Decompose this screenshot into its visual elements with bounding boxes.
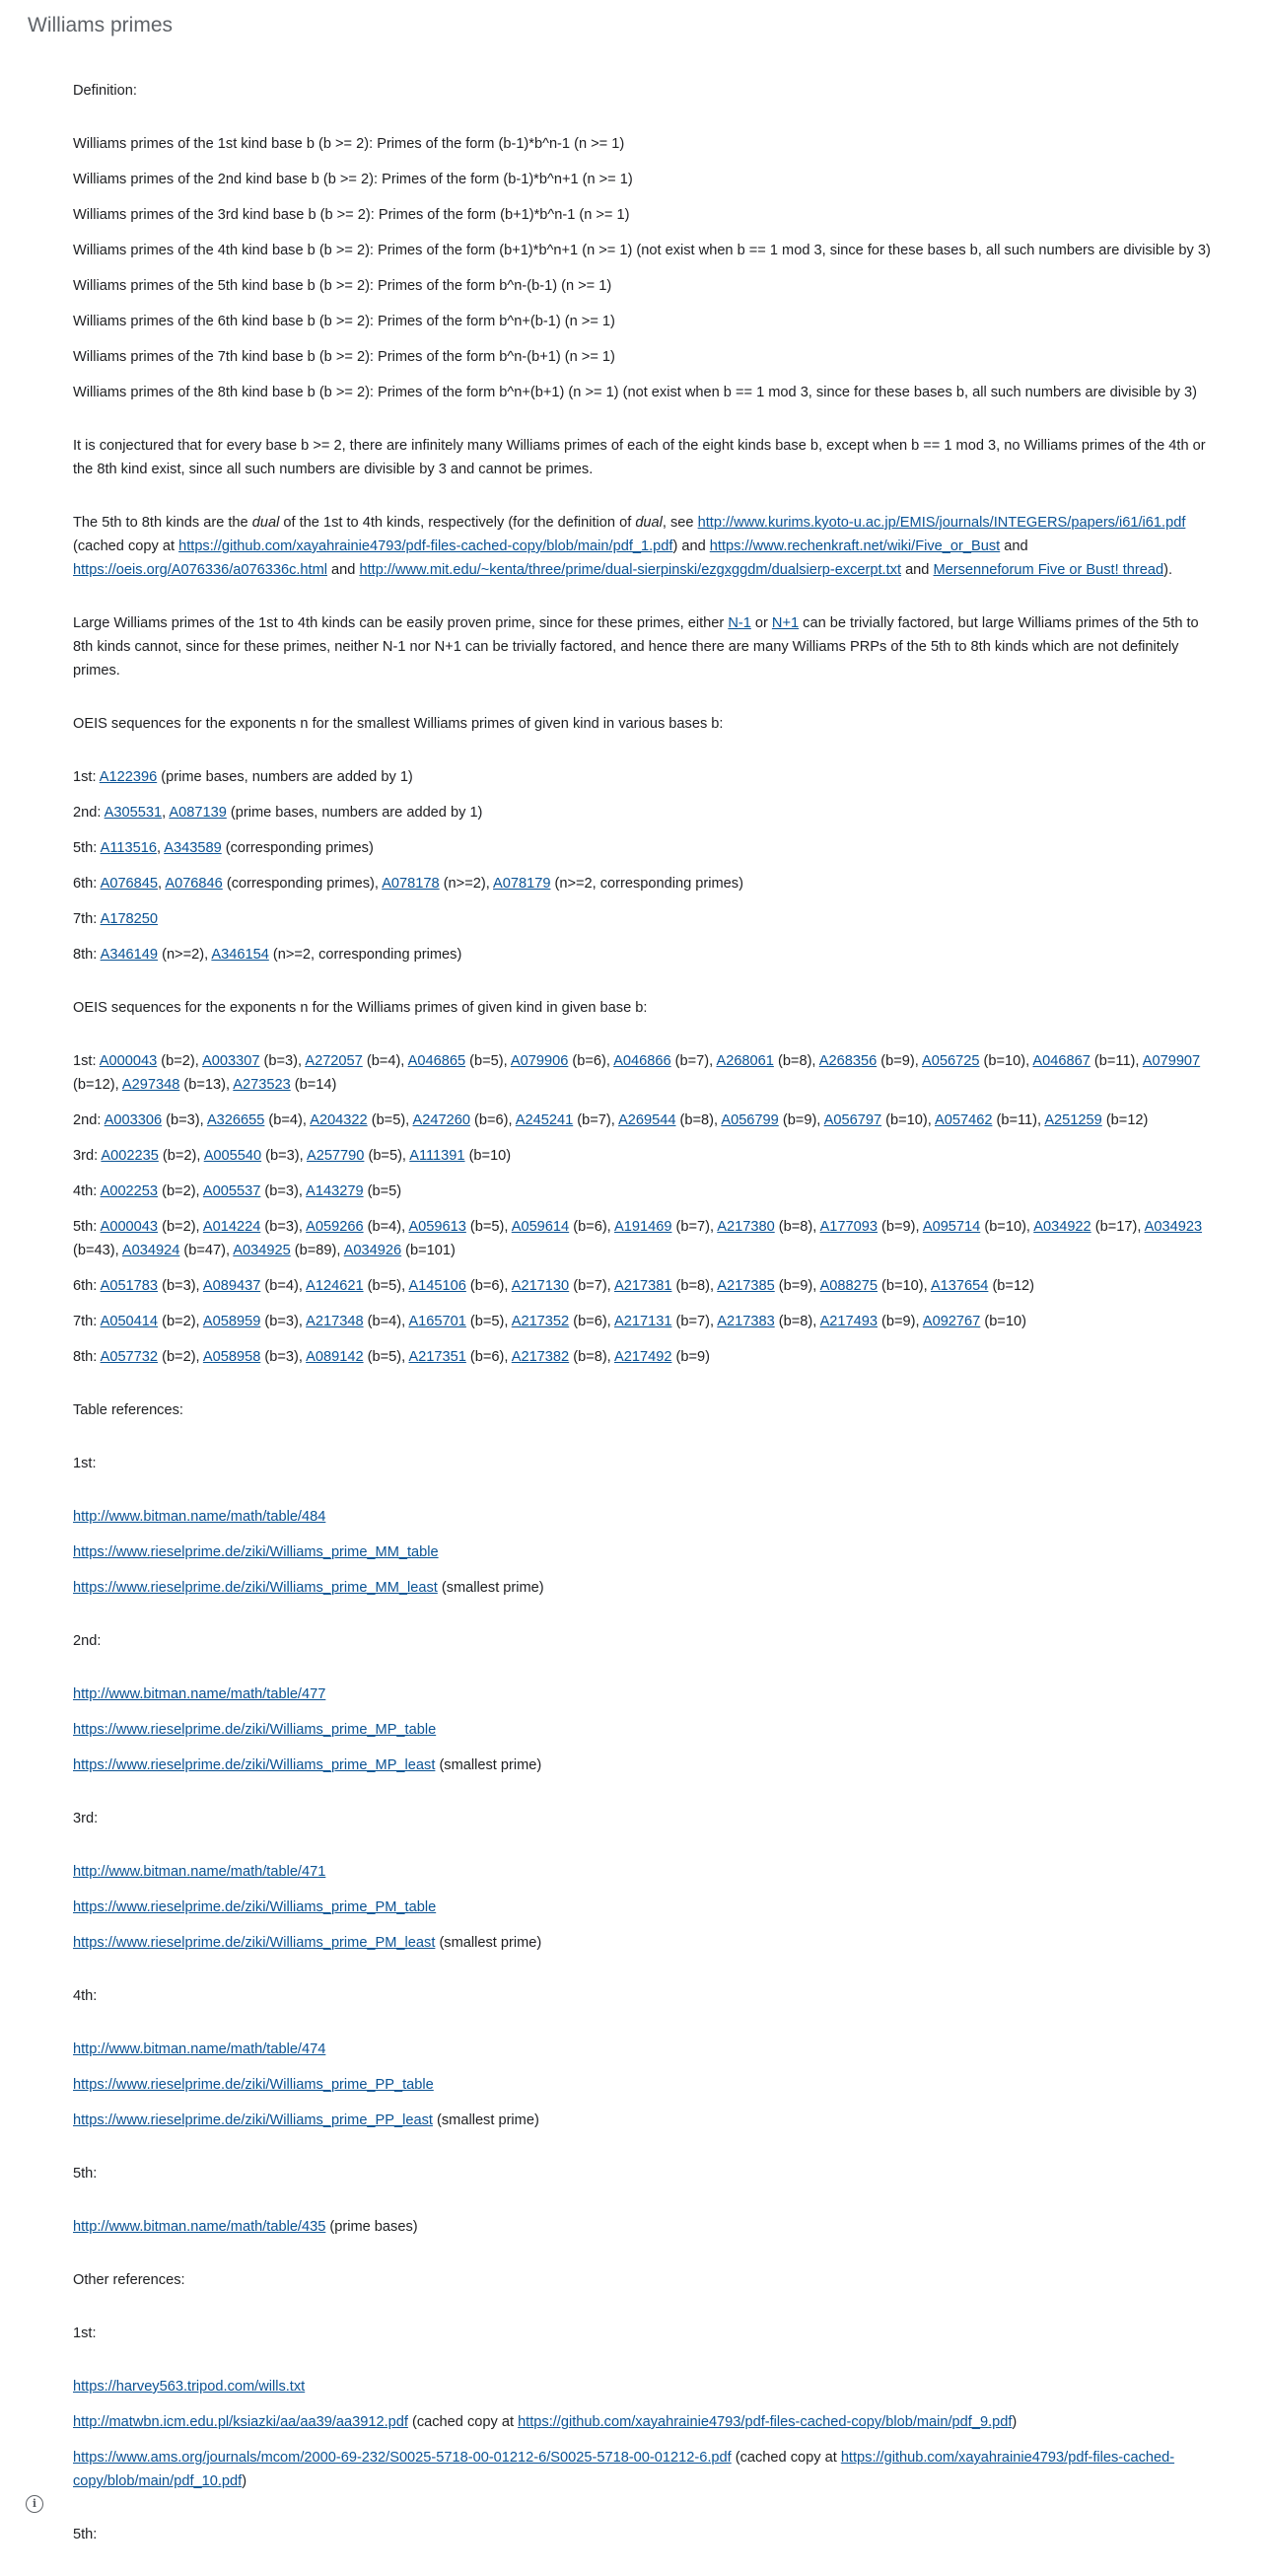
oeis-link[interactable]: A217352 bbox=[511, 1314, 570, 1329]
sequence-text: , bbox=[158, 876, 166, 892]
sequence-line bbox=[73, 1345, 1217, 1369]
sequence-kind-label: 8th: bbox=[73, 947, 101, 963]
oeis-link[interactable]: A217381 bbox=[614, 1278, 672, 1294]
sequence-text: (b=5), bbox=[367, 1112, 413, 1128]
sequence-text: (b=17), bbox=[1090, 1219, 1145, 1235]
oeis-link[interactable]: A034926 bbox=[343, 1243, 402, 1258]
oeis-link[interactable]: A269544 bbox=[618, 1112, 676, 1128]
oeis-link[interactable]: A000043 bbox=[99, 1053, 158, 1069]
oeis-link[interactable]: A177093 bbox=[819, 1219, 878, 1235]
oeis-link[interactable]: A245241 bbox=[515, 1112, 574, 1128]
oeis-link[interactable]: A273523 bbox=[233, 1077, 291, 1093]
definition-item: Williams primes of the 8th kind base b (b >= 2): Primes of the form b^n+(b+1) (n >= 1) (not exist when b == 1 mod 3, since for these bases b, all such numbers are divisible by 3) bbox=[73, 385, 1198, 400]
oeis-link[interactable]: A178250 bbox=[100, 911, 159, 927]
mersenneforum-link[interactable]: Mersenneforum Five or Bust! thread bbox=[933, 562, 1164, 578]
oeis-link[interactable]: A050414 bbox=[100, 1314, 159, 1329]
oeis-link[interactable]: A217131 bbox=[614, 1314, 672, 1329]
sequence-text: (b=8), bbox=[671, 1278, 718, 1294]
oeis-link[interactable]: A079907 bbox=[1142, 1053, 1201, 1069]
other-ref-link[interactable]: https://github.com/xayahrainie4793/pdf-files-cached-copy/blob/main/pdf_10.pdf bbox=[73, 2450, 1175, 2489]
table-ref-heading: 1st: bbox=[73, 1456, 97, 1471]
sequence-text: (b=8), bbox=[774, 1219, 820, 1235]
sequence-text: (b=10) bbox=[980, 1314, 1026, 1329]
oeis-link[interactable]: A089437 bbox=[202, 1278, 261, 1294]
oeis-link[interactable]: A268356 bbox=[818, 1053, 878, 1069]
definition-item: Williams primes of the 4th kind base b (b >= 2): Primes of the form (b+1)*b^n+1 (n >= 1) (not exist when b == 1 mod 3, since for these bases b, all such numbers are divisible by 3) bbox=[73, 243, 1211, 258]
sequence-text: (b=14) bbox=[290, 1077, 337, 1093]
table-ref-item bbox=[73, 1753, 1217, 1777]
other-ref-item bbox=[73, 2375, 1217, 2398]
oeis-link[interactable]: A051783 bbox=[100, 1278, 159, 1294]
oeis-link[interactable]: A137654 bbox=[930, 1278, 989, 1294]
table-ref-suffix: (prime bases) bbox=[325, 2219, 418, 2235]
oeis-link[interactable]: A217383 bbox=[717, 1314, 775, 1329]
sequence-text: (b=10), bbox=[881, 1112, 936, 1128]
sequence-text: (b=43), bbox=[73, 1243, 122, 1258]
cached-pdf1-link[interactable]: https://github.com/xayahrainie4793/pdf-files-cached-copy/blob/main/pdf_1.pdf bbox=[178, 538, 673, 554]
oeis-link[interactable]: A003307 bbox=[202, 1053, 260, 1069]
oeis-link[interactable]: A056797 bbox=[823, 1112, 882, 1128]
oeis-link[interactable]: A078179 bbox=[493, 876, 551, 892]
other-ref-link[interactable]: https://github.com/xayahrainie4793/pdf-files-cached-copy/blob/main/pdf_9.pdf bbox=[518, 2414, 1013, 2430]
table-ref-link[interactable]: https://www.rieselprime.de/ziki/Williams_prime_PM_table bbox=[73, 1899, 437, 1915]
table-refs-label: Table references: bbox=[73, 1402, 183, 1418]
sequence-line bbox=[73, 1049, 1217, 1097]
oeis-link[interactable]: A343589 bbox=[164, 840, 222, 856]
large-primes-paragraph: Large Williams primes of the 1st to 4th kinds can be easily proven prime, since for these primes, either N-1 or N+1 can be trivially factored, but large Williams primes of the 5th to 8th kinds cannot, since for these primes, neither N-1 nor N+1 can be trivially factored, and hence there are many Williams PRPs of the 5th to 8th kinds which are not definitely primes. bbox=[73, 615, 1199, 679]
sequence-kind-label: 6th: bbox=[73, 876, 101, 892]
oeis-link[interactable]: A217380 bbox=[717, 1219, 775, 1235]
sequence-text: (b=3), bbox=[260, 1314, 307, 1329]
oeis-link[interactable]: A204322 bbox=[310, 1112, 368, 1128]
table-refs-list bbox=[73, 1452, 1217, 2239]
table-ref-heading: 4th: bbox=[73, 1988, 98, 2004]
oeis-smallest-label: OEIS sequences for the exponents n for the smallest Williams primes of given kind in various bases b: bbox=[73, 716, 724, 732]
sequence-text: (b=3), bbox=[260, 1183, 307, 1199]
sequence-text: (b=101) bbox=[401, 1243, 456, 1258]
other-ref-text: ) bbox=[1012, 2414, 1018, 2430]
sequence-text: (b=2), bbox=[157, 1053, 203, 1069]
sequence-text: (b=5) bbox=[363, 1183, 402, 1199]
definition-label: Definition: bbox=[73, 83, 137, 99]
oeis-given-list bbox=[73, 1049, 1217, 1369]
table-ref-item bbox=[73, 1505, 1217, 1529]
other-ref-text: (cached copy at bbox=[731, 2450, 841, 2466]
sequence-text: (b=89), bbox=[290, 1243, 344, 1258]
sequence-text: (b=11), bbox=[992, 1112, 1045, 1128]
other-ref-text: (cached copy at bbox=[407, 2414, 519, 2430]
table-ref-link[interactable]: http://www.bitman.name/math/table/477 bbox=[73, 1686, 326, 1702]
sequence-text: (b=9), bbox=[878, 1219, 923, 1235]
sequence-text: (b=2), bbox=[158, 1183, 203, 1199]
sequence-text: (b=10) bbox=[464, 1148, 512, 1164]
sequence-text: (b=7), bbox=[569, 1278, 614, 1294]
oeis-link[interactable]: A217382 bbox=[511, 1349, 570, 1365]
other-ref-link[interactable]: https://www.ams.org/journals/mcom/2000-69-232/S0025-5718-00-01212-6/S0025-5718-00-01212-6.pdf bbox=[73, 2450, 732, 2466]
oeis-link[interactable]: A057732 bbox=[100, 1349, 159, 1365]
table-ref-item bbox=[73, 1896, 1217, 1919]
oeis-link[interactable]: A034923 bbox=[1144, 1219, 1203, 1235]
table-ref-link[interactable]: http://www.bitman.name/math/table/474 bbox=[73, 2041, 326, 2057]
sequence-text: (b=13), bbox=[179, 1077, 234, 1093]
oeis-link[interactable]: A079906 bbox=[510, 1053, 569, 1069]
sequence-text: (b=5), bbox=[465, 1314, 512, 1329]
other-ref-link[interactable]: http://matwbn.icm.edu.pl/ksiazki/aa/aa39/aa3912.pdf bbox=[73, 2414, 408, 2430]
oeis-link[interactable]: A005537 bbox=[202, 1183, 261, 1199]
sequence-text: (b=9), bbox=[878, 1314, 923, 1329]
oeis-link[interactable]: A059266 bbox=[306, 1219, 364, 1235]
sequence-text: (b=2), bbox=[158, 1349, 203, 1365]
oeis-link[interactable]: A046866 bbox=[613, 1053, 671, 1069]
oeis-link[interactable]: A059614 bbox=[511, 1219, 570, 1235]
table-ref-item bbox=[73, 1718, 1217, 1742]
table-ref-item bbox=[73, 1540, 1217, 1564]
other-refs-list bbox=[73, 2322, 1217, 2546]
kurims-link[interactable]: http://www.kurims.kyoto-u.ac.jp/EMIS/journals/INTEGERS/papers/i61/i61.pdf bbox=[697, 515, 1186, 531]
sequence-text: (b=4), bbox=[362, 1053, 408, 1069]
sequence-kind-label: 4th: bbox=[73, 1183, 101, 1199]
oeis-link[interactable]: A089142 bbox=[306, 1349, 364, 1365]
sequence-kind-label: 3rd: bbox=[73, 1148, 102, 1164]
other-ref-heading: 1st: bbox=[73, 2326, 97, 2341]
sequence-text: (b=9), bbox=[877, 1053, 923, 1069]
sequence-line bbox=[73, 907, 1217, 931]
mit-dualsierp-link[interactable]: http://www.mit.edu/~kenta/three/prime/dual-sierpinski/ezgxggdm/dualsierp-excerpt.txt bbox=[359, 562, 902, 578]
sequence-text: (b=11), bbox=[1090, 1053, 1143, 1069]
sequence-line bbox=[73, 801, 1217, 824]
oeis-link[interactable]: A247260 bbox=[412, 1112, 470, 1128]
definition-item: Williams primes of the 3rd kind base b (b >= 2): Primes of the form (b+1)*b^n-1 (n >= 1) bbox=[73, 207, 630, 223]
sequence-text: (b=6), bbox=[569, 1314, 614, 1329]
sequence-text: (b=10), bbox=[980, 1219, 1034, 1235]
sequence-line bbox=[73, 872, 1217, 895]
table-ref-link[interactable]: https://www.rieselprime.de/ziki/Williams_prime_MP_table bbox=[73, 1722, 437, 1738]
definition-item: Williams primes of the 1st kind base b (b >= 2): Primes of the form (b-1)*b^n-1 (n >= 1) bbox=[73, 136, 625, 152]
oeis-link[interactable]: A056799 bbox=[721, 1112, 779, 1128]
oeis-link[interactable]: A251259 bbox=[1044, 1112, 1102, 1128]
oeis-link[interactable]: A217348 bbox=[306, 1314, 364, 1329]
oeis-link[interactable]: A217130 bbox=[511, 1278, 570, 1294]
oeis-link[interactable]: A217351 bbox=[408, 1349, 466, 1365]
oeis-link[interactable]: A326655 bbox=[206, 1112, 265, 1128]
oeis-link[interactable]: A122396 bbox=[99, 769, 158, 785]
other-ref-link[interactable]: https://harvey563.tripod.com/wills.txt bbox=[73, 2379, 306, 2395]
sequence-text: (prime bases, numbers are added by 1) bbox=[226, 805, 483, 821]
sequence-kind-label: 2nd: bbox=[73, 1112, 105, 1128]
sequence-text: (corresponding primes), bbox=[222, 876, 383, 892]
oeis-link[interactable]: A076845 bbox=[100, 876, 159, 892]
sequence-text: (b=5), bbox=[363, 1278, 409, 1294]
sequence-kind-label: 2nd: bbox=[73, 805, 105, 821]
sequence-text: (b=7), bbox=[573, 1112, 619, 1128]
sequence-text: (b=10), bbox=[979, 1053, 1033, 1069]
sequence-text: (b=3), bbox=[259, 1053, 306, 1069]
sequence-text: (b=3), bbox=[260, 1219, 307, 1235]
oeis-link[interactable]: A002235 bbox=[101, 1148, 159, 1164]
sequence-text: (b=5), bbox=[465, 1219, 512, 1235]
oeis-link[interactable]: A058959 bbox=[202, 1314, 261, 1329]
page-content bbox=[73, 79, 1217, 2576]
sequence-line bbox=[73, 1109, 1217, 1132]
oeis-link[interactable]: A059613 bbox=[408, 1219, 466, 1235]
oeis-link[interactable]: A217492 bbox=[614, 1349, 672, 1365]
table-ref-link[interactable]: https://www.rieselprime.de/ziki/Williams_prime_MM_table bbox=[73, 1544, 439, 1560]
table-ref-heading: 2nd: bbox=[73, 1633, 102, 1649]
sequence-text: (b=4), bbox=[260, 1278, 307, 1294]
table-ref-link[interactable]: https://www.rieselprime.de/ziki/Williams_prime_PP_table bbox=[73, 2077, 434, 2093]
oeis-link[interactable]: A046865 bbox=[407, 1053, 466, 1069]
oeis-link[interactable]: A346149 bbox=[100, 947, 159, 963]
oeis-link[interactable]: A111391 bbox=[409, 1148, 465, 1164]
sequence-line bbox=[73, 1180, 1217, 1203]
oeis-link[interactable]: A078178 bbox=[382, 876, 440, 892]
sequence-line bbox=[73, 765, 1217, 789]
sequence-text: (n>=2), bbox=[439, 876, 493, 892]
sequence-text: (b=12) bbox=[988, 1278, 1035, 1294]
sequence-text: (n>=2, corresponding primes) bbox=[550, 876, 743, 892]
sequence-line bbox=[73, 1274, 1217, 1298]
sequence-text: (b=7), bbox=[671, 1219, 718, 1235]
sequence-text: (b=2), bbox=[158, 1219, 203, 1235]
sequence-text: (n>=2, corresponding primes) bbox=[268, 947, 462, 963]
rechenkraft-link[interactable]: https://www.rechenkraft.net/wiki/Five_or_Bust bbox=[709, 538, 1001, 554]
definition-item: Williams primes of the 6th kind base b (b >= 2): Primes of the form b^n+(b-1) (n >= 1) bbox=[73, 314, 615, 329]
definition-item: Williams primes of the 2nd kind base b (b >= 2): Primes of the form (b-1)*b^n+1 (n >= 1) bbox=[73, 172, 633, 187]
oeis-given-label: OEIS sequences for the exponents n for the Williams primes of given kind in given base b: bbox=[73, 1000, 648, 1016]
table-ref-item bbox=[73, 2038, 1217, 2061]
other-ref-item bbox=[73, 2446, 1217, 2493]
table-ref-suffix: (smallest prime) bbox=[435, 1757, 542, 1773]
sequence-text: (n>=2), bbox=[158, 947, 212, 963]
sequence-line bbox=[73, 943, 1217, 966]
oeis-link[interactable]: A034922 bbox=[1033, 1219, 1091, 1235]
table-ref-link[interactable]: http://www.bitman.name/math/table/484 bbox=[73, 1509, 326, 1525]
oeis-link[interactable]: A257790 bbox=[306, 1148, 365, 1164]
other-ref-heading: 5th: bbox=[73, 2527, 98, 2542]
oeis-link[interactable]: A124621 bbox=[306, 1278, 364, 1294]
sequence-text: (b=5), bbox=[364, 1148, 410, 1164]
sequence-text: (b=6), bbox=[465, 1278, 512, 1294]
sequence-text: (b=2), bbox=[158, 1314, 203, 1329]
sequence-line bbox=[73, 836, 1217, 860]
oeis-link[interactable]: A092767 bbox=[922, 1314, 981, 1329]
table-ref-link[interactable]: https://www.rieselprime.de/ziki/Williams_prime_PP_least bbox=[73, 2112, 433, 2128]
n-minus-1-link[interactable]: N-1 bbox=[728, 615, 751, 631]
table-ref-link[interactable]: http://www.bitman.name/math/table/471 bbox=[73, 1864, 326, 1880]
sequence-text: (b=12), bbox=[73, 1077, 122, 1093]
oeis-link[interactable]: A217385 bbox=[717, 1278, 775, 1294]
sequence-text: (b=3), bbox=[260, 1349, 307, 1365]
sequence-text: (b=12) bbox=[1101, 1112, 1149, 1128]
sequence-text: (b=5), bbox=[363, 1349, 409, 1365]
table-ref-suffix: (smallest prime) bbox=[432, 2112, 539, 2128]
other-ref-item bbox=[73, 2410, 1217, 2434]
oeis-a076336-link[interactable]: https://oeis.org/A076336/a076336c.html bbox=[73, 562, 327, 578]
oeis-link[interactable]: A346154 bbox=[211, 947, 269, 963]
table-ref-item bbox=[73, 1860, 1217, 1884]
sequence-kind-label: 1st: bbox=[73, 1053, 100, 1069]
oeis-link[interactable]: A145106 bbox=[408, 1278, 466, 1294]
sequence-text: (b=47), bbox=[179, 1243, 234, 1258]
table-ref-item bbox=[73, 1931, 1217, 1955]
sequence-text: (b=7), bbox=[671, 1314, 718, 1329]
sequence-line bbox=[73, 1215, 1217, 1262]
sequence-text: , bbox=[156, 840, 165, 856]
sequence-text: (b=8), bbox=[773, 1053, 819, 1069]
sequence-kind-label: 1st: bbox=[73, 769, 100, 785]
sequence-text: (b=8), bbox=[675, 1112, 722, 1128]
sequence-text: (b=9) bbox=[671, 1349, 710, 1365]
sequence-text: (b=4), bbox=[363, 1314, 409, 1329]
sequence-line bbox=[73, 1144, 1217, 1168]
table-ref-item bbox=[73, 2073, 1217, 2097]
sequence-text: (b=8), bbox=[774, 1314, 820, 1329]
other-ref-text: ) bbox=[242, 2473, 247, 2489]
sequence-text: (b=3), bbox=[158, 1278, 203, 1294]
sequence-text: (b=3), bbox=[261, 1148, 307, 1164]
oeis-link[interactable]: A088275 bbox=[819, 1278, 878, 1294]
table-ref-link[interactable]: https://www.rieselprime.de/ziki/Williams_prime_MP_least bbox=[73, 1757, 436, 1773]
oeis-link[interactable]: A272057 bbox=[305, 1053, 363, 1069]
sequence-text: (corresponding primes) bbox=[221, 840, 374, 856]
sequence-text: (b=4), bbox=[363, 1219, 409, 1235]
sequence-line bbox=[73, 1310, 1217, 1333]
table-ref-link[interactable]: https://www.rieselprime.de/ziki/Williams_prime_PM_least bbox=[73, 1935, 436, 1951]
definition-item: Williams primes of the 7th kind base b (b >= 2): Primes of the form b^n-(b+1) (n >= 1) bbox=[73, 349, 615, 365]
oeis-link[interactable]: A057462 bbox=[935, 1112, 993, 1128]
oeis-link[interactable]: A003306 bbox=[104, 1112, 163, 1128]
oeis-link[interactable]: A005540 bbox=[203, 1148, 262, 1164]
oeis-link[interactable]: A143279 bbox=[306, 1183, 364, 1199]
oeis-link[interactable]: A034925 bbox=[233, 1243, 291, 1258]
conjecture-paragraph: It is conjectured that for every base b >= 2, there are infinitely many Williams primes of each of the eight kinds base b, except when b == 1 mod 3, no Williams primes of the 4th or the 8th kind exist, since all such numbers are divisible by 3 and cannot be primes. bbox=[73, 438, 1206, 477]
sequence-text: (b=2), bbox=[158, 1148, 204, 1164]
sequence-text: (b=9), bbox=[774, 1278, 820, 1294]
table-ref-item bbox=[73, 2109, 1217, 2132]
oeis-link[interactable]: A191469 bbox=[614, 1219, 672, 1235]
oeis-link[interactable]: A002253 bbox=[100, 1183, 159, 1199]
oeis-link[interactable]: A095714 bbox=[922, 1219, 981, 1235]
sequence-text: (b=4), bbox=[264, 1112, 311, 1128]
oeis-link[interactable]: A087139 bbox=[169, 805, 227, 821]
sequence-kind-label: 8th: bbox=[73, 1349, 101, 1365]
definitions-list bbox=[73, 132, 1217, 404]
table-ref-item bbox=[73, 1682, 1217, 1706]
oeis-link[interactable]: A305531 bbox=[104, 805, 163, 821]
sequence-kind-label: 7th: bbox=[73, 911, 101, 927]
sequence-text: (b=6), bbox=[469, 1112, 516, 1128]
oeis-link[interactable]: A000043 bbox=[100, 1219, 159, 1235]
oeis-link[interactable]: A113516 bbox=[100, 840, 157, 856]
sequence-kind-label: 5th: bbox=[73, 840, 101, 856]
sequence-text: (b=5), bbox=[465, 1053, 511, 1069]
n-plus-1-link[interactable]: N+1 bbox=[771, 615, 800, 631]
oeis-link[interactable]: A076846 bbox=[165, 876, 223, 892]
sequence-kind-label: 7th: bbox=[73, 1314, 101, 1329]
oeis-smallest-list bbox=[73, 765, 1217, 966]
table-ref-heading: 5th: bbox=[73, 2166, 98, 2182]
table-ref-item bbox=[73, 2215, 1217, 2239]
sequence-text: (b=8), bbox=[569, 1349, 614, 1365]
table-ref-heading: 3rd: bbox=[73, 1811, 99, 1826]
table-ref-suffix: (smallest prime) bbox=[437, 1580, 544, 1596]
definition-item: Williams primes of the 5th kind base b (b >= 2): Primes of the form b^n-(b-1) (n >= 1) bbox=[73, 278, 612, 294]
dual-paragraph: The 5th to 8th kinds are the dual of the 1st to 4th kinds, respectively (for the definition of dual, see http://www.kurims.kyoto-u.ac.jp/EMIS/journals/INTEGERS/papers/i61/i61.pdf (cached copy at https://github.com/xayahrainie4793/pdf-files-cached-copy/blob/main/pdf_1.pdf) and https://www.rechenkraft.net/wiki/Five_or_Bust and https://oeis.org/A076336/a076336c.html and http://www.mit.edu/~kenta/three/prime/dual-sierpinski/ezgxggdm/dualsierp-excerpt.txt and Mersenneforum Five or Bust! thread). bbox=[73, 515, 1186, 578]
sequence-text: (b=6), bbox=[569, 1219, 614, 1235]
oeis-link[interactable]: A058958 bbox=[202, 1349, 261, 1365]
table-ref-link[interactable]: https://www.rieselprime.de/ziki/Williams_prime_MM_least bbox=[73, 1580, 438, 1596]
sequence-text: (b=6), bbox=[568, 1053, 614, 1069]
sequence-text: (b=3), bbox=[162, 1112, 207, 1128]
sequence-text: (b=10), bbox=[878, 1278, 931, 1294]
site-title: Williams primes bbox=[28, 14, 173, 36]
oeis-link[interactable]: A046867 bbox=[1032, 1053, 1090, 1069]
oeis-link[interactable]: A165701 bbox=[408, 1314, 466, 1329]
sequence-text: , bbox=[162, 805, 170, 821]
sequence-kind-label: 6th: bbox=[73, 1278, 101, 1294]
sequence-kind-label: 5th: bbox=[73, 1219, 101, 1235]
oeis-link[interactable]: A056725 bbox=[922, 1053, 980, 1069]
table-ref-item bbox=[73, 1576, 1217, 1600]
sequence-text: (b=6), bbox=[465, 1349, 512, 1365]
oeis-link[interactable]: A217493 bbox=[819, 1314, 878, 1329]
oeis-link[interactable]: A034924 bbox=[121, 1243, 180, 1258]
oeis-link[interactable]: A268061 bbox=[716, 1053, 774, 1069]
sequence-text: (b=9), bbox=[778, 1112, 824, 1128]
oeis-link[interactable]: A014224 bbox=[202, 1219, 261, 1235]
table-ref-link[interactable]: http://www.bitman.name/math/table/435 bbox=[73, 2219, 326, 2235]
sequence-text: (prime bases, numbers are added by 1) bbox=[157, 769, 413, 785]
sequence-text: (b=7), bbox=[670, 1053, 717, 1069]
table-ref-suffix: (smallest prime) bbox=[435, 1935, 542, 1951]
info-icon[interactable]: i bbox=[26, 2495, 43, 2513]
other-refs-label: Other references: bbox=[73, 2272, 185, 2288]
oeis-link[interactable]: A297348 bbox=[121, 1077, 180, 1093]
